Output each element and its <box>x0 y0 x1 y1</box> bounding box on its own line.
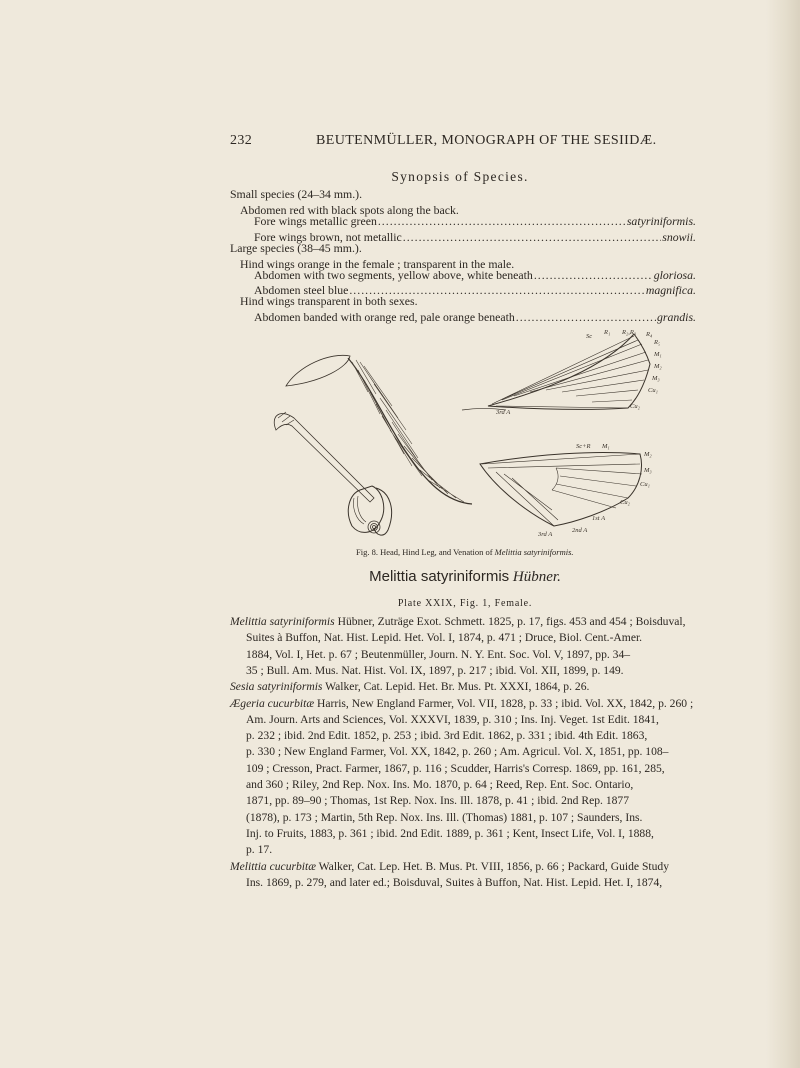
figure-caption <box>356 547 574 557</box>
bibliography-line <box>230 696 693 712</box>
running-head: BEUTENMÜLLER, MONOGRAPH OF THE SESIIDÆ. <box>316 133 657 148</box>
bibliography-line <box>246 744 668 760</box>
bibliography-taxon: Ægeria cucurbitæ <box>230 696 315 710</box>
bibliography-citation: Harris, New England Farmer, Vol. VII, 1828, p. 33 ; ibid. Vol. XX, 1842, p. 260 ; <box>314 696 694 710</box>
bibliography-line <box>246 875 662 891</box>
page-edge <box>766 0 800 1068</box>
forewing-label: Sc <box>586 333 593 340</box>
bibliography-citation: Walker, Cat. Lepid. Het. Br. Mus. Pt. XXXI, 1864, p. 26. <box>322 680 590 694</box>
synopsis-result: gloriosa. <box>653 268 696 282</box>
bibliography-citation: 1884, Vol. I, Het. p. 67 ; Beutenmüller, Journ. N. Y. Ent. Soc. Vol. V, 1897, pp. 34– <box>246 647 631 661</box>
bibliography-line <box>246 630 642 646</box>
caption-species: Melittia satyriniformis. <box>494 547 574 557</box>
hindwing-label: 3rd A <box>538 531 553 538</box>
species-name: Melittia satyriniformis <box>369 568 510 585</box>
bibliography-citation: Suites à Buffon, Nat. Hist. Lepid. Het. Vol. I, 1874, p. 471 ; Druce, Biol. Cent.-Amer. <box>246 631 643 645</box>
bibliography-taxon: Sesia satyriniformis <box>230 680 323 694</box>
forewing-label: R₂,R₃ <box>622 329 637 336</box>
hindwing-veins <box>482 454 642 526</box>
synopsis-text: Abdomen banded with orange red, pale orange beneath <box>254 310 515 324</box>
bibliography-citation: 109 ; Cresson, Pract. Farmer, 1867, p. 116 ; Scudder, Harris's Corresp. 1869, pp. 161, 285, <box>246 761 665 775</box>
bibliography-citation: Ins. 1869, p. 279, and later ed.; Boisduval, Suites à Buffon, Nat. Hist. Lepid. Het. I, 1874, <box>246 875 663 889</box>
hindwing-label: Sc+R <box>576 443 591 450</box>
hindwing-outline <box>480 452 642 526</box>
forewing-label: R₄ <box>646 331 653 338</box>
synopsis-title: Synopsis of Species. <box>391 169 529 184</box>
forewing-label: Cu₁ <box>648 387 658 394</box>
bibliography-citation: Hübner, Zuträge Exot. Schmett. 1825, p. 17, figs. 453 and 454 ; Boisduval, <box>334 615 686 628</box>
head-outline <box>348 486 383 532</box>
bibliography-line <box>246 810 642 826</box>
bibliography-line <box>230 679 589 695</box>
synopsis-text: Abdomen with two segments, yellow above, white beneath <box>254 268 533 282</box>
bibliography-line <box>246 761 665 777</box>
bibliography-line <box>246 826 654 842</box>
bibliography-citation: and 360 ; Riley, 2nd Rep. Nox. Ins. Mo. 1870, p. 64 ; Reed, Rep. Ent. Soc. Ontario, <box>246 778 634 791</box>
synopsis-result: grandis. <box>656 310 696 324</box>
synopsis-line <box>254 267 696 283</box>
synopsis-result: snowii. <box>662 230 696 244</box>
hindwing-label: 1st A <box>592 515 606 522</box>
forewing-label: R₅ <box>654 339 661 346</box>
forewing-label: R₁ <box>604 329 611 336</box>
hindwing-label: M₂ <box>644 451 652 458</box>
synopsis-text: Small species (24–34 mm.). <box>230 187 363 201</box>
synopsis-text: Fore wings metallic green <box>254 214 377 228</box>
page-number: 232 <box>230 133 253 148</box>
figure-head-leg-venation <box>256 322 702 548</box>
bibliography-citation: Am. Journ. Arts and Sciences, Vol. XXXVI, 1839, p. 310 ; Ins. Inj. Veget. 1st Edit. 1841, <box>246 712 659 726</box>
leg-tarsus <box>274 414 374 502</box>
hindwing-label: Cu₁ <box>640 481 650 488</box>
synopsis-line <box>254 213 696 229</box>
bibliography-citation: (1878), p. 173 ; Martin, 5th Rep. Nox. Ins. Ill. (Thomas) 1881, p. 107 ; Saunders, Ins. <box>246 810 643 824</box>
synopsis-text: Fore wings brown, not metallic <box>254 230 402 244</box>
forewing-label: M₂ <box>654 363 662 370</box>
hindwing-label: Cu₂ <box>620 499 630 506</box>
species-author: Hübner. <box>512 569 561 585</box>
synopsis-line <box>230 240 362 256</box>
forewing-label: 3rd A <box>496 409 511 416</box>
bibliography-line <box>246 712 659 728</box>
bibliography-line <box>246 647 630 663</box>
leader-dots <box>534 267 653 283</box>
synopsis-text: Abdomen red with black spots along the back. <box>240 203 459 217</box>
bibliography-line <box>246 663 624 679</box>
forewing-label: M₁ <box>654 351 662 358</box>
leader-dots <box>403 229 661 245</box>
bibliography-citation: 1871, pp. 89–90 ; Thomas, 1st Rep. Nox. Ins. Ill. 1878, p. 41 ; ibid. 2nd Rep. 1877 <box>246 794 630 808</box>
species-heading <box>0 568 800 586</box>
bibliography-line <box>246 842 272 858</box>
synopsis-line <box>240 293 418 309</box>
synopsis-line <box>230 186 362 202</box>
page-header <box>230 133 716 153</box>
hindwing-label: M₁ <box>602 443 610 450</box>
hindwing-label: 2nd A <box>572 527 588 534</box>
synopsis-text: Abdomen steel blue <box>254 283 349 297</box>
forewing-label: M₃ <box>652 375 660 382</box>
bibliography-citation: p. 330 ; New England Farmer, Vol. XX, 1842, p. 260 ; Am. Agricul. Vol. X, 1851, pp. 108– <box>246 745 669 759</box>
bibliography-taxon: Melittia cucurbitæ <box>230 859 316 873</box>
bibliography-line <box>230 614 686 630</box>
synopsis-result: satyriniformis. <box>626 214 696 228</box>
synopsis-text: Hind wings transparent in both sexes. <box>240 294 418 308</box>
caption-prefix: Fig. 8. Head, Hind Leg, and Venation of <box>356 547 495 557</box>
bibliography-line <box>230 859 669 875</box>
figure-illustration <box>256 322 702 548</box>
bibliography-citation: 35 ; Bull. Am. Mus. Nat. Hist. Vol. IX, 1897, p. 217 ; ibid. Vol. XII, 1899, p. 149. <box>246 663 624 677</box>
leg-segment-tibia <box>348 358 472 504</box>
bibliography-citation: Walker, Cat. Lep. Het. B. Mus. Pt. VIII, 1856, p. 66 ; Packard, Guide Study <box>315 859 670 873</box>
bibliography-line <box>246 793 629 809</box>
leg-hair-tuft <box>352 360 464 502</box>
forewing-veins <box>492 336 648 408</box>
plate-reference: Plate XXIX, Fig. 1, Female. <box>397 598 533 609</box>
bibliography-line <box>246 728 647 744</box>
synopsis-result: magnifica. <box>645 283 696 297</box>
leader-dots <box>378 213 626 229</box>
bibliography-taxon: Melittia satyriniformis <box>230 615 335 628</box>
hindwing-label: M₃ <box>644 467 652 474</box>
bibliography-line <box>246 777 633 793</box>
bibliography-citation: p. 232 ; ibid. 2nd Edit. 1852, p. 253 ; ibid. 3rd Edit. 1862, p. 331 ; ibid. 4th Edit. 1863, <box>246 729 648 743</box>
bibliography-citation: Inj. to Fruits, 1883, p. 361 ; ibid. 2nd Edit. 1889, p. 361 ; Kent, Insect Life, Vol. I, 1888, <box>246 826 654 840</box>
leg-segment-femur <box>286 355 350 386</box>
bibliography-citation: p. 17. <box>246 843 273 857</box>
synopsis-text: Large species (38–45 mm.). <box>230 241 362 255</box>
forewing-label: Cu₂ <box>630 403 640 410</box>
proboscis-coil <box>368 521 380 533</box>
synopsis-text: Hind wings orange in the female ; transparent in the male. <box>240 257 515 271</box>
